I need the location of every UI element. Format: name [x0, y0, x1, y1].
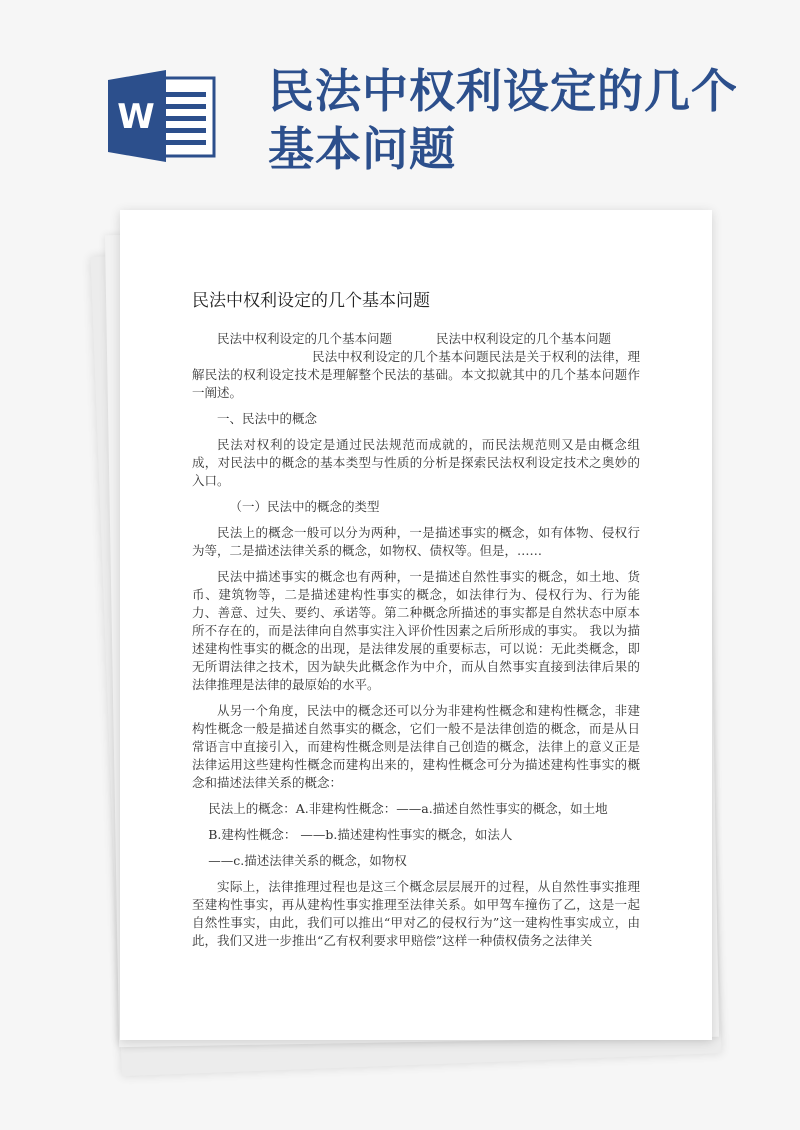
word-document-icon — [108, 70, 218, 162]
svg-text:W: W — [117, 97, 155, 137]
intro-repeat-a: 民法中权利设定的几个基本问题 — [217, 331, 393, 346]
paragraph: 民法中描述事实的概念也有两种，一是描述自然性事实的概念，如土地、货币、建筑物等，二是描述建构性事实的概念，如法律行为、侵权行为、行为能力、善意、过失、要约、承诺等。第二种概念所描述的事实都是自然状态中原本所不存在的，而是法律向自然事实注入评价性因素之后所形成的事实。 我以为描述建构性事实的概念的出现，是法律发展的重要标志，可以说：无此类概念，即无所谓法律之技术，因为缺失此概念作为中介，而从自然事实直接到法律后果的法律推理是法律的最原始的水平。 — [192, 569, 640, 692]
paragraph: 民法对权利的设定是通过民法规范而成就的，而民法规范则又是由概念组成，对民法中的概念的基本类型与性质的分析是探索民法权利设定技术之奥妙的入口。 — [192, 437, 640, 488]
classification-line-a: 民法上的概念：A.非建构性概念：——a.描述自然性事实的概念，如土地 — [208, 801, 608, 816]
document-page — [120, 210, 712, 1040]
paragraph: 民法上的概念一般可以分为两种，一是描述事实的概念，如有体物、侵权行为等，二是描述法律关系的概念，如物权、债权等。但是，…… — [192, 525, 640, 558]
document-title: 民法中权利设定的几个基本问题 — [192, 291, 430, 311]
intro-paragraph — [192, 330, 640, 402]
intro-repeat-b: 民法中权利设定的几个基本问题 — [436, 331, 612, 346]
banner-title: 民法中权利设定的几个基本问题 — [268, 64, 738, 176]
document-body — [192, 330, 640, 958]
paragraph: 从另一个角度，民法中的概念还可以分为非建构性概念和建构性概念，非建构性概念一般是描述自然事实的概念，它们一般不是法律创造的概念，而是从日常语言中直接引入，而建构性概念则是法律自己创造的概念，法律上的意义正是法律运用这些建构性概念而建构出来的，建构性概念可分为描述建构性事实的概念和描述法律关系的概念： — [192, 703, 640, 790]
paragraph: 实际上，法律推理过程也是这三个概念层层展开的过程，从自然性事实推理至建构性事实，再从建构性事实推理至法律关系。如甲驾车撞伤了乙，这是一起自然性事实，由此，我们可以推出“甲对乙的侵权行为”这一建构性事实成立，由此，我们又进一步推出“乙有权利要求甲赔偿”这样一种债权债务之法律关 — [192, 879, 640, 948]
subsection-heading: （一）民法中的概念的类型 — [229, 499, 380, 514]
classification-line-c: ——c.描述法律关系的概念，如物权 — [208, 853, 407, 868]
intro-text: 民法中权利设定的几个基本问题民法是关于权利的法律，理解民法的权利设定技术是理解整个民法的基础。本文拟就其中的几个基本问题作一阐述。 — [192, 349, 640, 400]
section-heading: 一、民法中的概念 — [217, 411, 318, 426]
classification-line-b: B.建构性概念： ——b.描述建构性事实的概念，如法人 — [208, 827, 513, 842]
